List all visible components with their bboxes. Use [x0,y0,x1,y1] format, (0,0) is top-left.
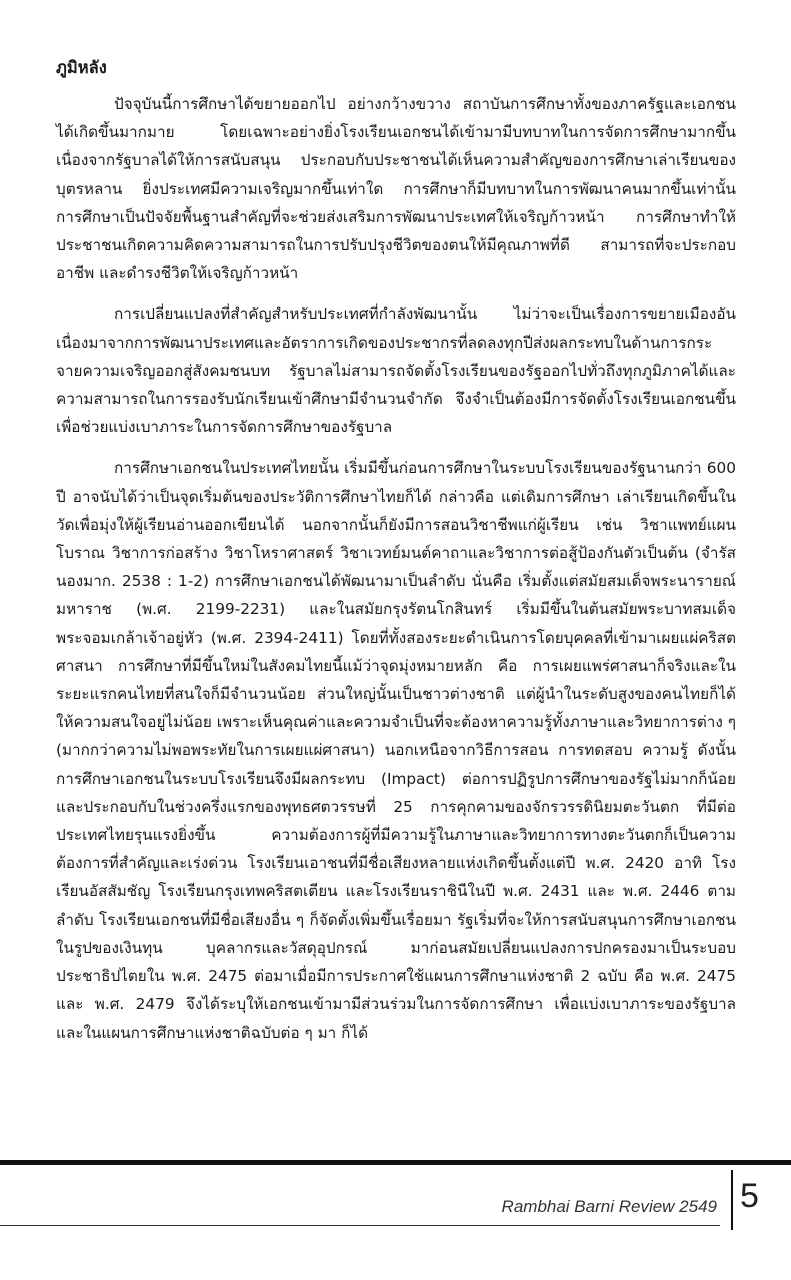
page-number: 5 [740,1177,759,1215]
paragraph-1: ปัจจุบันนี้การศึกษาได้ขยายออกไป อย่างกว้างขวาง สถาบันการศึกษาทั้งของภาครัฐและเอกชนได้เกิดขึ้นมากมาย โดยเฉพาะอย่างยิ่งโรงเรียนเอกชนได้เข้ามามีบทบาทในการจัดการศึกษามากขึ้น เนื่องจากรัฐบาลได้ให้การสนับสนุน ประกอบกับประชาชนได้เห็นความสำคัญของการศึกษาเล่าเรียนของบุตรหลาน ยิ่งประเทศมีความเจริญมากขึ้นเท่าใด การศึกษาก็มีบทบาทในการพัฒนาคนมากขึ้นเท่านั้น การศึกษาเป็นปัจจัยพื้นฐานสำคัญที่จะช่วยส่งเสริมการพัฒนาประเทศให้เจริญก้าวหน้า การศึกษาทำให้ประชาชนเกิดความคิดความสามารถในการปรับปรุงชีวิตของตนให้มีคุณภาพที่ดี สามารถที่จะประกอบอาชีพ และดำรงชีวิตให้เจริญก้าวหน้า [56,95,736,283]
body-text [56,90,736,1060]
journal-title: Rambhai Barni Review 2549 [501,1197,717,1216]
paragraph-2: การเปลี่ยนแปลงที่สำคัญสำหรับประเทศที่กำลังพัฒนานั้น ไม่ว่าจะเป็นเรื่องการขยายเมืองอันเนื่องมาจากการพัฒนาประเทศและอัตราการเกิดของประชากรที่ลดลงทุกปีส่งผลกระทบในด้านการกระจายความเจริญออกสู่สังคมชนบท รัฐบาลไม่สามารถจัดตั้งโรงเรียนของรัฐออกไปทั่วถึงทุกภูมิภาคได้และความสามารถในการรองรับนักเรียนเข้าศึกษามีจำนวนจำกัด จึงจำเป็นต้องมีการจัดตั้งโรงเรียนเอกชนขึ้น เพื่อช่วยแบ่งเบาภาระในการจัดการศึกษาของรัฐบาล [56,305,736,437]
paragraph-3: การศึกษาเอกชนในประเทศไทยนั้น เริ่มมีขึ้นก่อนการศึกษาในระบบโรงเรียนของรัฐนานกว่า 600 ปี อาจนับได้ว่าเป็นจุดเริ่มต้นของประวัติการศึกษาไทยก็ได้ กล่าวคือ แต่เดิมการศึกษา เล่าเรียนเกิดขึ้นในวัดเพื่อมุ่งให้ผู้เรียนอ่านออกเขียนได้ นอกจากนั้นก็ยังมีการสอนวิชาชีพแก่ผู้เรียน เช่น วิชาแพทย์แผนโบราณ วิชาการก่อสร้าง วิชาโหราศาสตร์ วิชาเวทย์มนต์คาถาและวิชาการต่อสู้ป้องกันตัวเป็นต้น (จำรัส นองมาก. 2538 : 1-2) การศึกษาเอกชนได้พัฒนามาเป็นลำดับ นั่นคือ เริ่มตั้งแต่สมัยสมเด็จพระนารายณ์มหาราช (พ.ศ. 2199-2231) และในสมัยกรุงรัตนโกสินทร์ เริ่มมีขึ้นในต้นสมัยพระบาทสมเด็จพระจอมเกล้าเจ้าอยู่หัว (พ.ศ. 2394-2411) โดยที่ทั้งสองระยะดำเนินการโดยบุคคลที่เข้ามาเผยแผ่คริสตศาสนา การศึกษาที่มีขึ้นใหม่ในสังคมไทยนี้แม้ว่าจุดมุ่งหมายหลัก คือ การเผยแพร่ศาสนาก็จริงและในระยะแรกคนไทยที่สนใจก็มีจำนวนน้อย ส่วนใหญ่นั้นเป็นชาวต่างชาติ แต่ผู้นำในระดับสูงของคนไทยก็ได้ให้ความสนใจอยู่ไม่น้อย เพราะเห็นคุณค่าและความจำเป็นที่จะต้องหาความรู้ทั้งภาษาและวิทยาการต่าง ๆ (มากกว่าความไม่พอพระทัยในการเผยแผ่ศาสนา) นอกเหนือจากวิธีการสอน การทดสอบ ความรู้ ดังนั้น การศึกษาเอกชนในระบบโรงเรียนจึงมีผลกระทบ (Impact) ต่อการปฏิรูปการศึกษาของรัฐไม่มากก็น้อย และประกอบกับในช่วงครึ่งแรกของพุทธศตวรรษที่ 25 การคุกคามของจักรวรรดินิยมตะวันตก ที่มีต่อประเทศไทยรุนแรงยิ่งขึ้น ความต้องการผู้ที่มีความรู้ในภาษาและวิทยาการทางตะวันตกก็เป็นความต้องการที่สำคัญและเร่งด่วน โรงเรียนเอาชนที่มีชื่อเสียงหลายแห่งเกิดขึ้นตั้งแต่ปี พ.ศ. 2420 อาทิ โรงเรียนอัสสัมชัญ โรงเรียนกรุงเทพคริสตเตียน และโรงเรียนราชินีในปี พ.ศ. 2431 และ พ.ศ. 2446 ตามลำดับ โรงเรียนเอกชนที่มีชื่อเสียงอื่น ๆ ก็จัดตั้งเพิ่มขึ้นเรื่อยมา รัฐเริ่มที่จะให้การสนับสนุนการศึกษาเอกชนในรูปของเงินทุน บุคลากรและวัสดุอุปกรณ์ มาก่อนสมัยเปลี่ยนแปลงการปกครองมาเป็นระบอบประชาธิปไตยใน พ.ศ. 2475 ต่อมาเมื่อมีการประกาศใช้แผนการศึกษาแห่งชาติ 2 ฉบับ คือ พ.ศ. 2475 และ พ.ศ. 2479 จึงได้ระบุให้เอกชนเข้ามามีส่วนร่วมในการจัดการศึกษา เพื่อแบ่งเบาภาระของรัฐบาล และในแผนการศึกษาแห่งชาติฉบับต่อ ๆ มา ก็ได้ [56,459,736,1042]
footer-divider [731,1170,733,1230]
footer-thick-rule [0,1160,791,1165]
footer-thin-rule [0,1225,720,1226]
section-heading: ภูมิหลัง [56,58,107,77]
